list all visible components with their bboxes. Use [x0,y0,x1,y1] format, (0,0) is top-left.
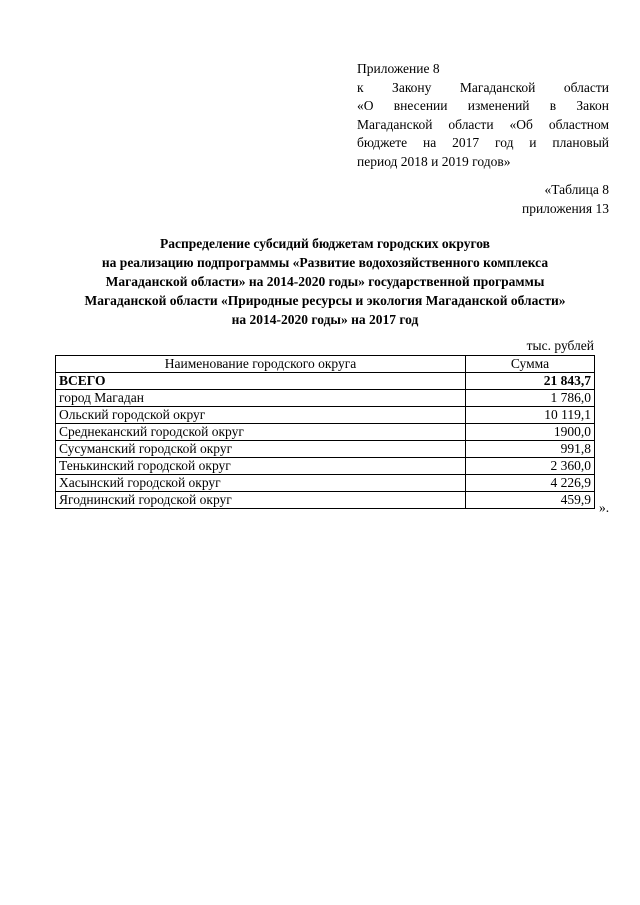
header-name: Наименование городского округа [56,356,466,373]
district-name: Среднеканский городской округ [56,424,466,441]
title-line: Магаданской области» на 2014-2020 годы» государственной программы [105,274,545,289]
district-sum: 459,9 [466,492,595,509]
subsidies-table [55,355,595,509]
appendix-line: «О внесении изменений в Закон [357,98,609,113]
document-title [40,234,610,329]
district-name: Хасынский городской округ [56,475,466,492]
district-name: город Магадан [56,390,466,407]
district-name: Ольский городской округ [56,407,466,424]
closing-quote-mark: ». [599,500,610,515]
table-row [56,441,595,458]
district-sum: 1900,0 [466,424,595,441]
table-row [56,492,595,509]
units-label: тыс. рублей [526,338,594,353]
district-sum: 4 226,9 [466,475,595,492]
header-sum: Сумма [466,356,595,373]
title-line: на реализацию подпрограммы «Развитие водохозяйственного комплекса [101,255,549,270]
table-row [56,458,595,475]
appendix-line: период 2018 и 2019 годов» [357,153,511,169]
table-ref-line2: приложения 13 [521,200,609,216]
appendix-header [357,60,609,171]
total-sum: 21 843,7 [466,373,595,390]
table-reference [400,181,609,218]
appendix-line: бюджете на 2017 год и плановый [357,135,609,150]
table-row [56,390,595,407]
total-label: ВСЕГО [56,373,466,390]
total-row [56,373,595,390]
table-header-row [56,356,595,373]
district-sum: 991,8 [466,441,595,458]
table-row [56,475,595,492]
title-line: Магаданской области «Природные ресурсы и экология Магаданской области» [84,293,566,308]
table-row [56,424,595,441]
district-sum: 1 786,0 [466,390,595,407]
table-ref-line1: «Таблица 8 [544,182,609,197]
district-name: Тенькинский городской округ [56,458,466,475]
title-line: Распределение субсидий бюджетам городских округов [160,236,490,251]
appendix-line: Магаданской области «Об областном [357,116,609,132]
appendix-line: Приложение 8 [357,61,440,76]
district-sum: 2 360,0 [466,458,595,475]
table-row [56,407,595,424]
district-sum: 10 119,1 [466,407,595,424]
district-name: Ягоднинский городской округ [56,492,466,509]
district-name: Сусуманский городской округ [56,441,466,458]
appendix-line: к Закону Магаданской области [357,79,609,95]
title-line: на 2014-2020 годы» на 2017 год [231,312,419,327]
